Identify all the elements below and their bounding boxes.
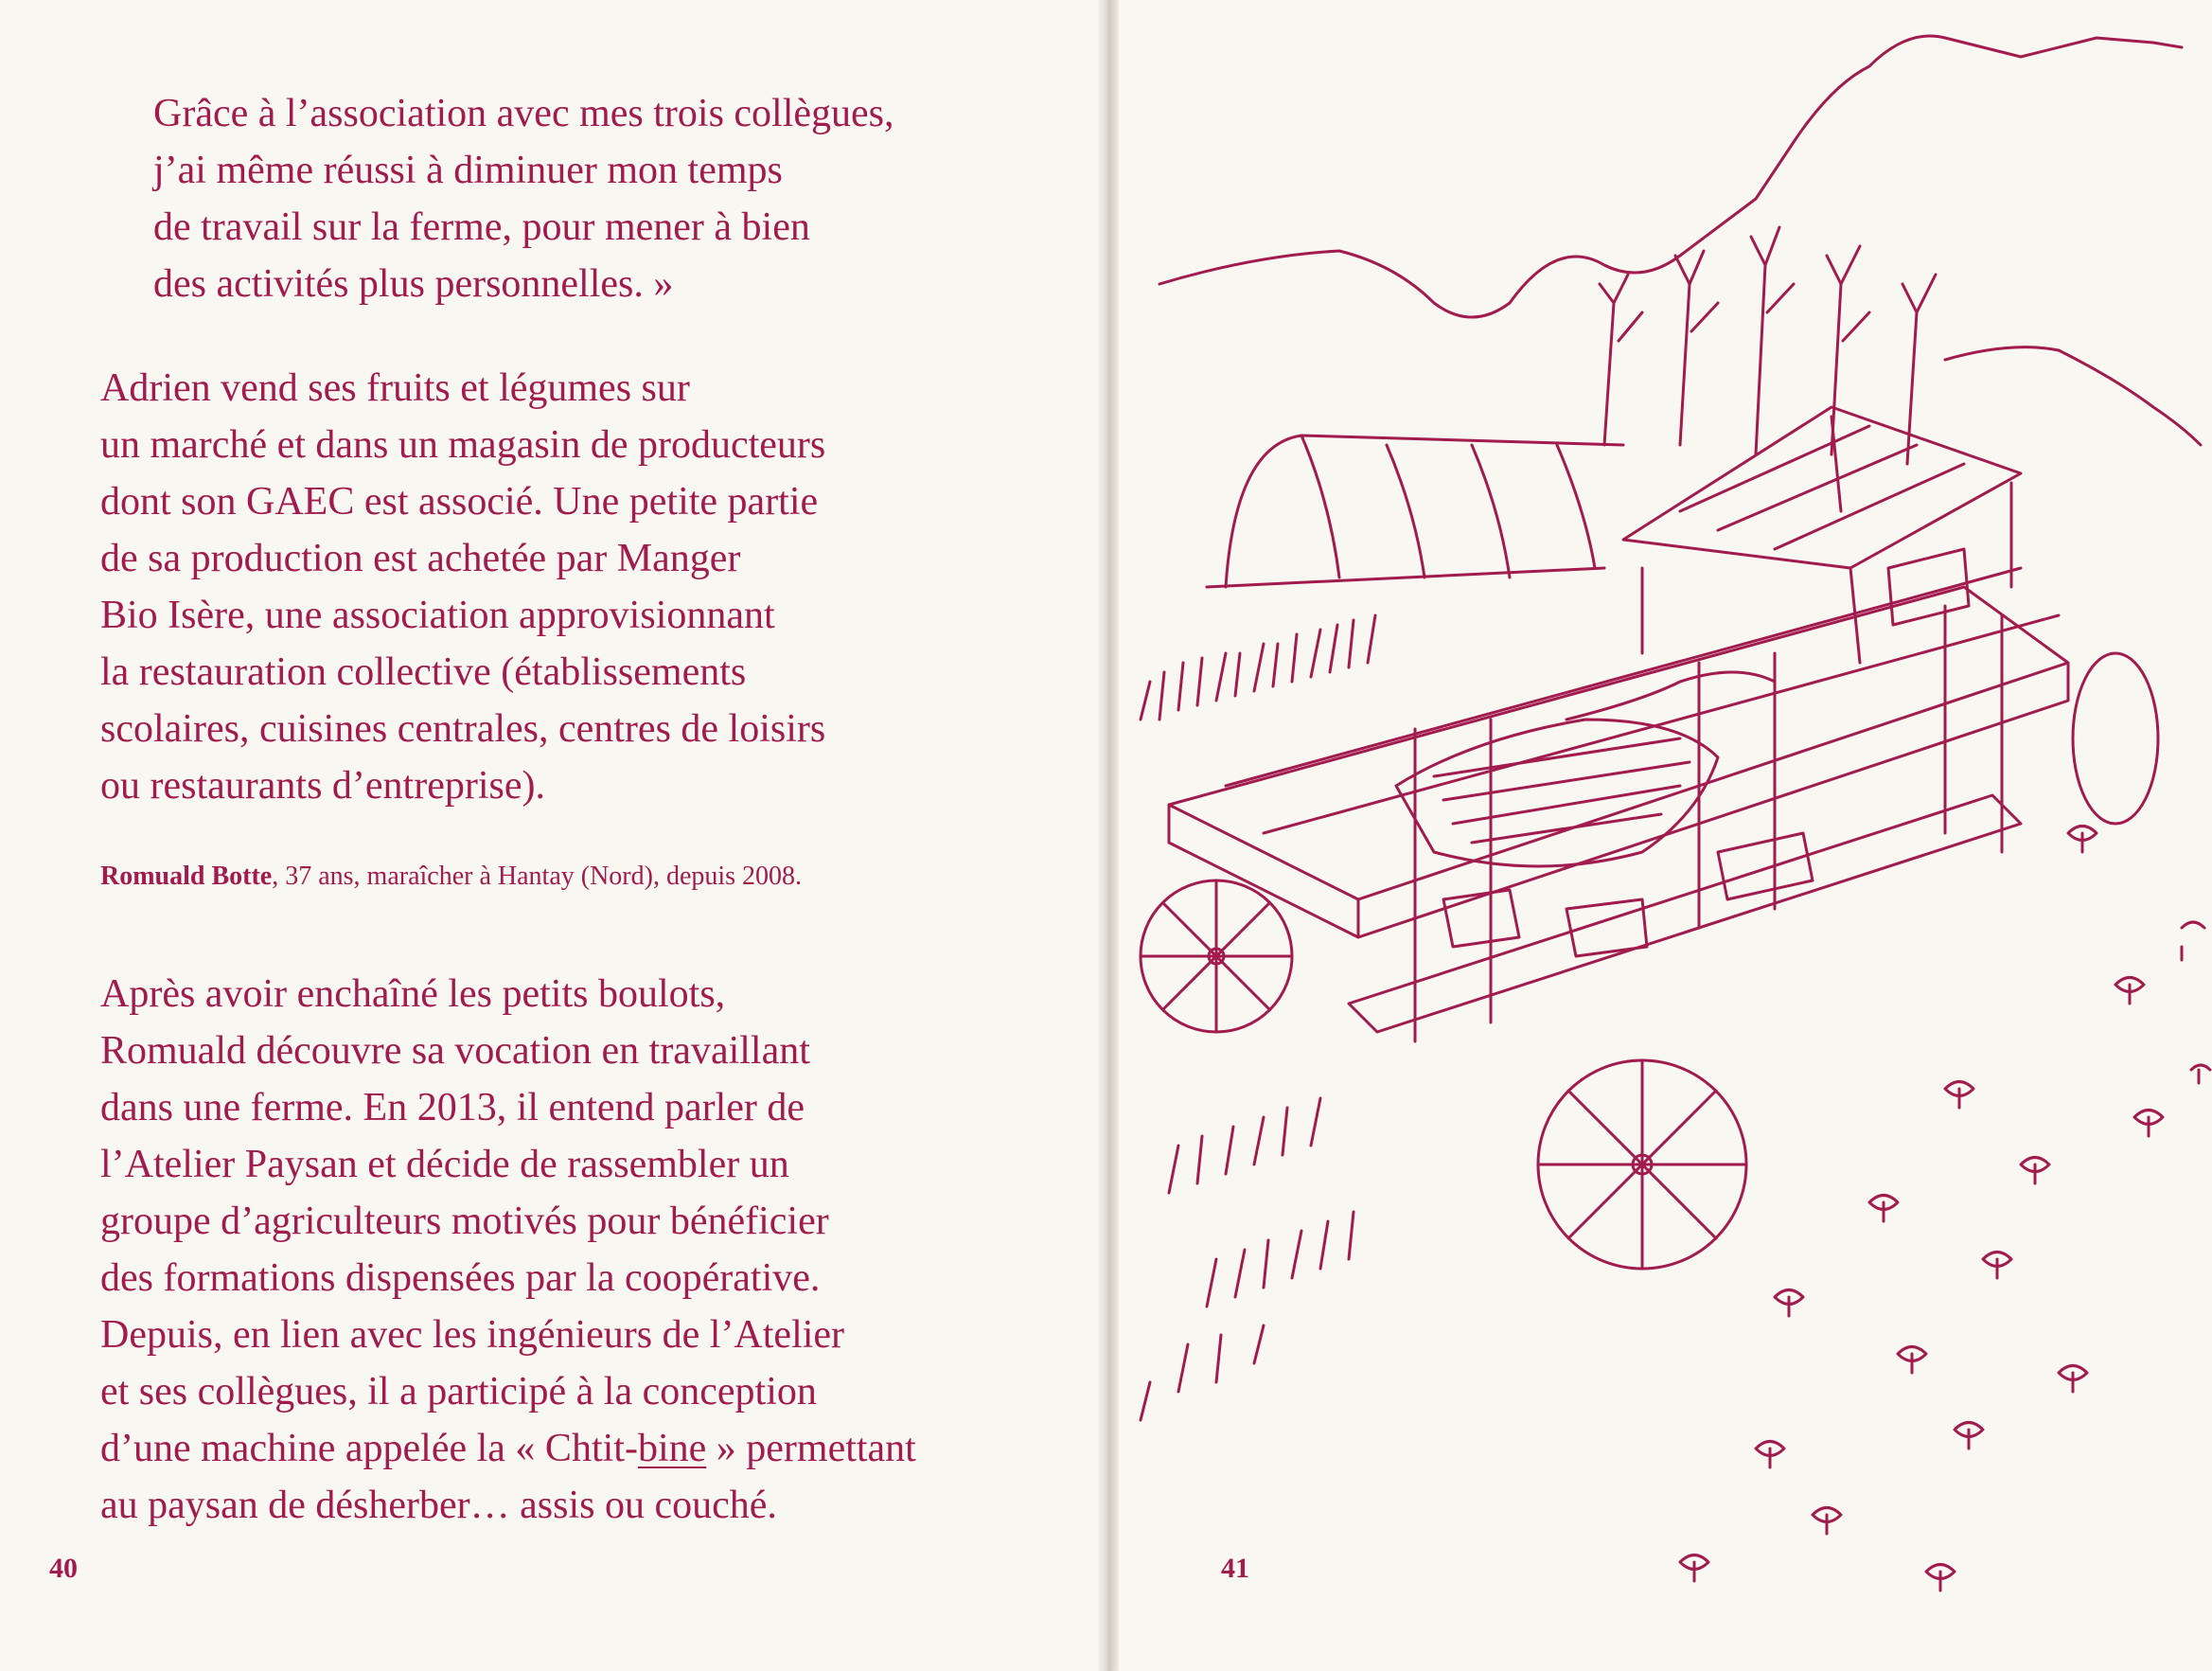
- text-line: dans une ferme. En 2013, il entend parler de: [100, 1086, 805, 1129]
- text-segment: » permettant: [706, 1427, 916, 1470]
- weeding-machine-illustration: [1112, 0, 2212, 1671]
- text-line: Romuald découvre sa vocation en travaillant: [100, 1029, 810, 1073]
- text-line: l’Atelier Paysan et décide de rassembler un: [100, 1143, 789, 1186]
- byline-details: , 37 ans, maraîcher à Hantay (Nord), depuis 2008.: [272, 862, 803, 891]
- byline-name: Romuald Botte: [100, 862, 273, 891]
- quote-line: Grâce à l’association avec mes trois collègues,: [153, 92, 894, 135]
- page-number-left: 40: [49, 1553, 78, 1584]
- quote-line: des activités plus personnelles. »: [153, 262, 674, 306]
- text-line: et ses collègues, il a participé à la conception: [100, 1370, 817, 1413]
- paragraph-adrien: [100, 360, 1009, 814]
- text-line: [100, 1420, 1009, 1477]
- text-line: scolaires, cuisines centrales, centres de loisirs: [100, 707, 826, 751]
- text-line: de sa production est achetée par Manger: [100, 537, 741, 580]
- quote-line: de travail sur la ferme, pour mener à bien: [153, 205, 810, 249]
- text-line: Adrien vend ses fruits et légumes sur: [100, 366, 690, 410]
- page-number-right: 41: [1221, 1553, 1249, 1584]
- quote-block: [153, 85, 1005, 312]
- text-line: un marché et dans un magasin de producteurs: [100, 423, 826, 467]
- byline: [100, 858, 802, 896]
- text-line: Depuis, en lien avec les ingénieurs de l’Atelier: [100, 1313, 845, 1357]
- text-segment: d’une machine appelée la « Chtit-: [100, 1427, 638, 1470]
- text-line: des formations dispensées par la coopérative.: [100, 1256, 821, 1300]
- text-line: la restauration collective (établissements: [100, 650, 747, 694]
- text-line: dont son GAEC est associé. Une petite partie: [100, 480, 819, 524]
- text-line: au paysan de désherber… assis ou couché.: [100, 1484, 777, 1527]
- text-line: groupe d’agriculteurs motivés pour bénéficier: [100, 1200, 829, 1243]
- text-line: ou restaurants d’entreprise).: [100, 764, 545, 808]
- text-line: Bio Isère, une association approvisionnant: [100, 594, 775, 637]
- underlined-word: bine: [637, 1427, 707, 1470]
- text-line: Après avoir enchaîné les petits boulots,: [100, 972, 726, 1016]
- quote-line: j’ai même réussi à diminuer mon temps: [153, 149, 783, 192]
- paragraph-romuald: [100, 966, 1009, 1534]
